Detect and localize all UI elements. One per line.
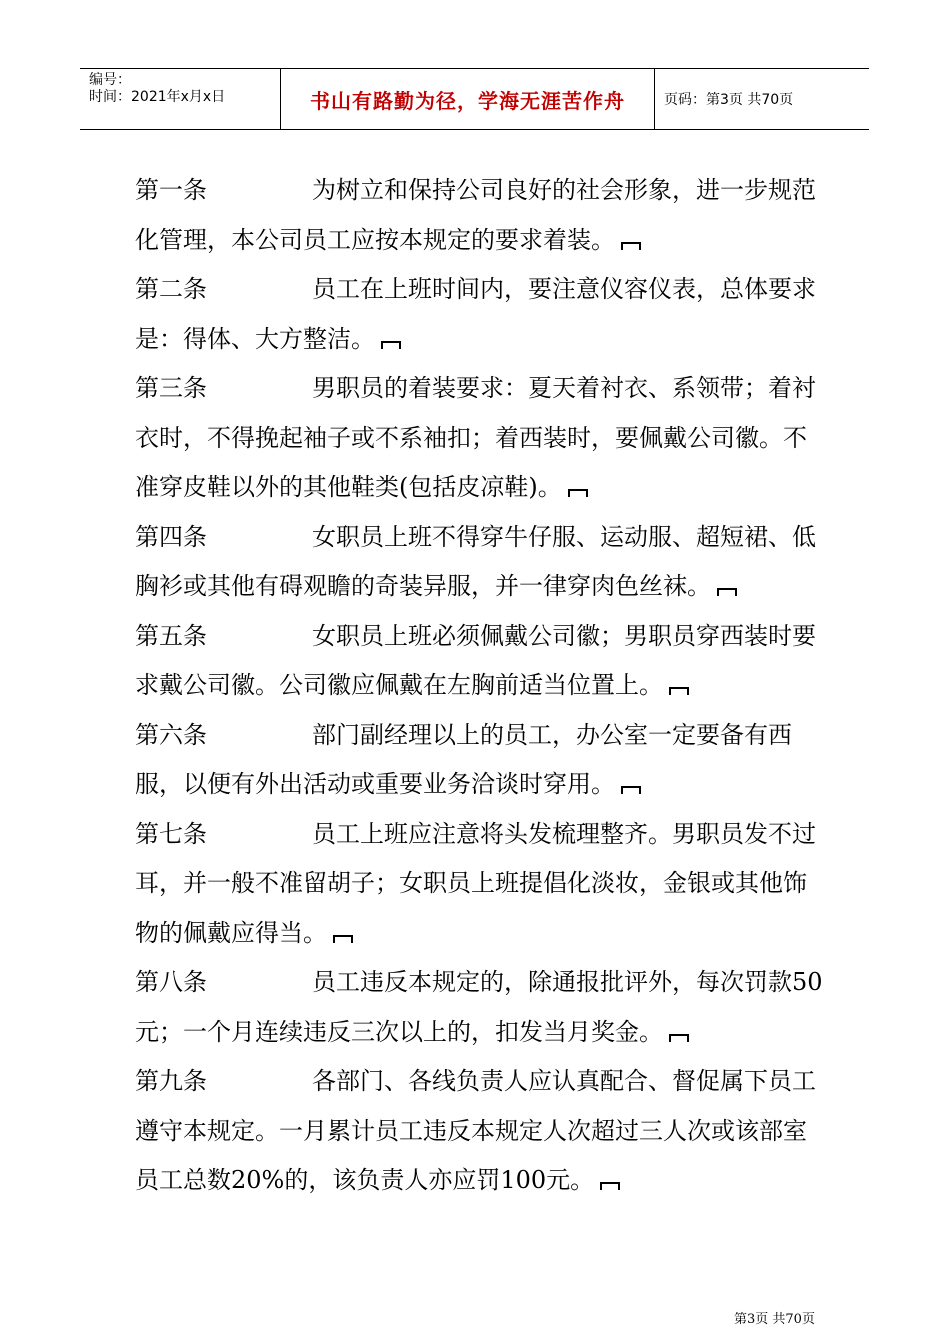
article-text: 部门副经理以上的员工，办公室一定要备有西服，以便有外出活动或重要业务洽谈时穿用。 bbox=[135, 720, 792, 798]
article-number: 第一条 bbox=[135, 176, 207, 204]
article-number: 第三条 bbox=[135, 374, 207, 402]
header-page-info: 页码：第3页 共70页 bbox=[664, 92, 794, 108]
article-4 bbox=[135, 513, 825, 612]
article-text: 为树立和保持公司良好的社会形象，进一步规范化管理，本公司员工应按本规定的要求着装。 bbox=[135, 176, 816, 254]
document-time-label: 时间：2021年x月x日 bbox=[89, 89, 226, 105]
article-text: 各部门、各线负责人应认真配合、督促属下员工遵守本规定。一月累计员工违反本规定人次超过三人次或该部室员工总数20%的，该负责人亦应罚100元。 bbox=[135, 1067, 816, 1194]
paragraph-mark-icon bbox=[621, 786, 641, 794]
article-9 bbox=[135, 1057, 825, 1206]
paragraph-mark-icon bbox=[669, 1034, 689, 1042]
article-text: 员工上班应注意将头发梳理整齐。男职员发不过耳，并一般不准留胡子；女职员上班提倡化淡妆，金银或其他饰物的佩戴应得当。 bbox=[135, 819, 816, 947]
article-7 bbox=[135, 810, 825, 959]
paragraph-mark-icon bbox=[568, 489, 588, 497]
article-text: 男职员的着装要求：夏天着衬衣、系领带；着衬衣时，不得挽起袖子或不系袖扣；着西装时，要佩戴公司徽。不准穿皮鞋以外的其他鞋类(包括皮凉鞋)。 bbox=[135, 374, 816, 501]
header-motto: 书山有路勤为径，学海无涯苦作舟 bbox=[280, 69, 655, 129]
article-number: 第九条 bbox=[135, 1067, 207, 1095]
regulation-body bbox=[135, 166, 825, 1206]
article-6 bbox=[135, 711, 825, 810]
page-header bbox=[80, 68, 869, 130]
article-number: 第八条 bbox=[135, 968, 207, 996]
article-1 bbox=[135, 166, 825, 265]
document-number-label: 编号： bbox=[89, 72, 131, 88]
paragraph-mark-icon bbox=[600, 1182, 620, 1190]
article-3 bbox=[135, 364, 825, 513]
article-text: 员工违反本规定的，除通报批评外，每次罚款50元；一个月连续违反三次以上的，扣发当月奖金。 bbox=[135, 968, 823, 1046]
article-number: 第二条 bbox=[135, 275, 207, 303]
article-5 bbox=[135, 612, 825, 711]
page-footer: 第3页 共70页 bbox=[734, 1312, 815, 1327]
paragraph-mark-icon bbox=[621, 242, 641, 250]
article-2 bbox=[135, 265, 825, 364]
paragraph-mark-icon bbox=[717, 588, 737, 596]
article-number: 第五条 bbox=[135, 621, 207, 650]
article-number: 第七条 bbox=[135, 819, 207, 848]
paragraph-mark-icon bbox=[669, 687, 689, 695]
article-8 bbox=[135, 958, 825, 1057]
paragraph-mark-icon bbox=[333, 935, 353, 943]
article-text: 员工在上班时间内，要注意仪容仪表，总体要求是：得体、大方整洁。 bbox=[135, 275, 816, 353]
article-text: 女职员上班不得穿牛仔服、运动服、超短裙、低胸衫或其他有碍观瞻的奇装异服，并一律穿肉色丝袜。 bbox=[135, 522, 816, 600]
article-number: 第四条 bbox=[135, 522, 207, 551]
header-meta bbox=[80, 69, 280, 129]
paragraph-mark-icon bbox=[381, 341, 401, 349]
article-number: 第六条 bbox=[135, 720, 207, 749]
article-text: 女职员上班必须佩戴公司徽；男职员穿西装时要求戴公司徽。公司徽应佩戴在左胸前适当位置上。 bbox=[135, 621, 816, 699]
